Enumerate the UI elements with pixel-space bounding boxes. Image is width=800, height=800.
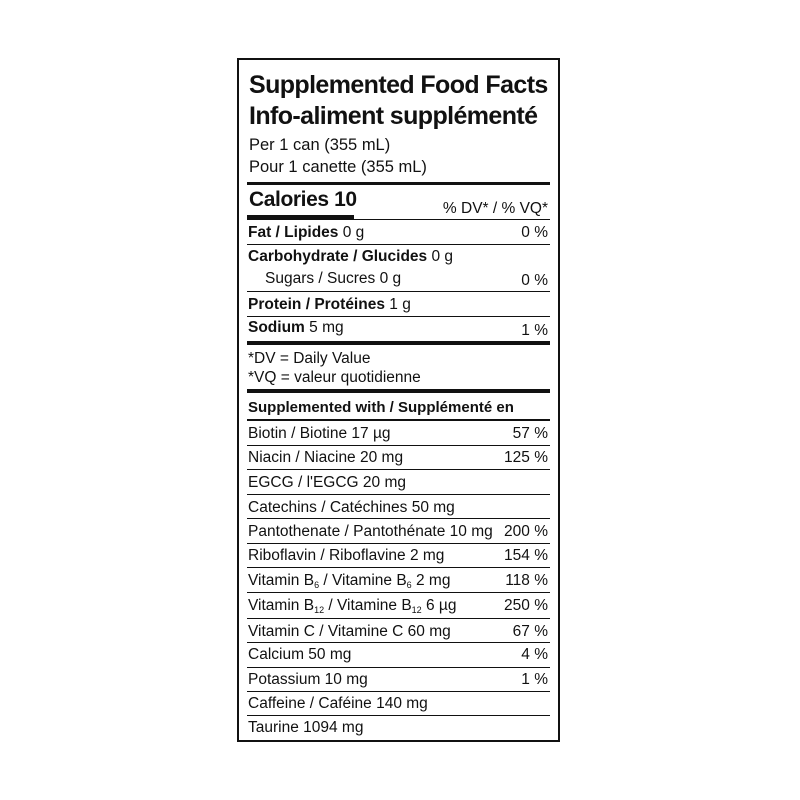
nutrient-row-protein: [248, 295, 548, 315]
divider: [247, 715, 550, 716]
supplement-name: Niacin / Niacine 20 mg: [248, 449, 404, 466]
supplement-name: Biotin / Biotine 17 µg: [248, 425, 391, 442]
divider: [247, 469, 550, 470]
nutrition-facts-panel: [237, 58, 560, 742]
nutrient-row-fat: [248, 223, 548, 243]
supplement-row-vitamin-b12: [248, 596, 548, 620]
supplement-dv: 67 %: [512, 623, 548, 640]
nutrient-name: Sugars / Sucres: [265, 270, 376, 287]
nutrient-amount: 0 g: [342, 224, 365, 241]
supplement-dv: 57 %: [512, 425, 548, 442]
supplement-name: Vitamin C / Vitamine C 60 mg: [248, 623, 451, 640]
supplement-name: Riboflavin / Riboflavine 2 mg: [248, 547, 445, 564]
supplement-row-biotin: [248, 424, 548, 444]
supplement-dv: 4 %: [521, 646, 548, 663]
supplement-dv: 250 %: [504, 597, 548, 614]
supplement-row-calcium: [248, 645, 548, 665]
nutrient-row-carbohydrate: [248, 247, 548, 267]
divider: [247, 219, 550, 220]
supplement-name: EGCG / l'EGCG 20 mg: [248, 474, 406, 491]
nutrient-amount: 0 g: [431, 248, 454, 265]
divider: [247, 445, 550, 446]
supplement-row-pantothenate: [248, 522, 548, 542]
nutrient-dv: 0 %: [521, 224, 548, 241]
supplement-name: Catechins / Catéchines 50 mg: [248, 499, 455, 516]
nutrient-name: Sodium: [248, 319, 305, 336]
divider: [247, 543, 550, 544]
nutrient-amount: 0 g: [379, 270, 402, 287]
divider: [247, 691, 550, 692]
supplement-dv: 154 %: [504, 547, 548, 564]
supplement-row-potassium: [248, 670, 548, 690]
title-english: Supplemented Food Facts: [249, 71, 548, 99]
divider: [247, 667, 550, 668]
calories: Calories 10: [249, 188, 357, 211]
supplement-name: Taurine 1094 mg: [248, 719, 364, 736]
supplement-name: Calcium 50 mg: [248, 646, 352, 663]
divider: [247, 642, 550, 643]
divider: [247, 592, 550, 593]
nutrient-dv: 1 %: [521, 322, 548, 339]
supplement-name: Pantothenate / Pantothénate 10 mg: [248, 523, 493, 540]
nutrient-amount: 5 mg: [309, 319, 344, 336]
nutrient-row-sugars: [265, 269, 548, 289]
footnote-dv: *DV = Daily Value: [248, 350, 371, 367]
serving-size-english: Per 1 can (355 mL): [249, 136, 391, 154]
supplement-dv: 118 %: [505, 572, 548, 589]
nutrient-amount: 1 g: [389, 296, 411, 313]
supplement-dv: 200 %: [504, 523, 548, 540]
supplement-row-niacin: [248, 448, 548, 468]
divider: [247, 618, 550, 619]
supplement-name: Caffeine / Caféine 140 mg: [248, 695, 428, 712]
footnote-vq: *VQ = valeur quotidienne: [248, 369, 421, 386]
divider: [247, 518, 550, 519]
supplement-dv: 1 %: [521, 671, 548, 688]
nutrient-dv: 0 %: [521, 272, 548, 289]
nutrient-name: Fat / Lipides: [248, 224, 339, 241]
divider-thick: [247, 182, 550, 185]
supplement-name: Vitamin $B_6$ / Vitamine $B_6$ 2 mg: [248, 572, 451, 590]
supplemented-header: Supplemented with / Supplémenté en: [248, 399, 514, 416]
divider: [247, 316, 550, 317]
divider-thick: [247, 341, 550, 345]
supplement-row-egcg: [248, 473, 548, 493]
serving-size-french: Pour 1 canette (355 mL): [249, 158, 427, 176]
supplement-row-riboflavin: [248, 546, 548, 566]
nutrient-row-sodium: [248, 318, 548, 338]
divider: [247, 419, 550, 421]
divider: [247, 244, 550, 245]
supplement-name: Potassium 10 mg: [248, 671, 368, 688]
supplement-row-caffeine: [248, 694, 548, 714]
divider-thick: [247, 389, 550, 393]
divider: [247, 567, 550, 568]
supplement-row-vitamin-c: [248, 622, 548, 642]
title-french: Info-aliment supplémenté: [249, 102, 538, 130]
supplement-dv: 125 %: [504, 449, 548, 466]
nutrient-name: Carbohydrate / Glucides: [248, 248, 428, 265]
dv-header: % DV* / % VQ*: [442, 200, 548, 217]
nutrient-name: Protein / Protéines: [248, 296, 385, 313]
divider: [247, 291, 550, 292]
supplement-name: Vitamin $B_{12}$ / Vitamine $B_{12}$ 6 µg: [248, 597, 457, 615]
supplement-row-taurine: [248, 718, 548, 738]
divider: [247, 494, 550, 495]
supplement-row-catechins: [248, 498, 548, 518]
